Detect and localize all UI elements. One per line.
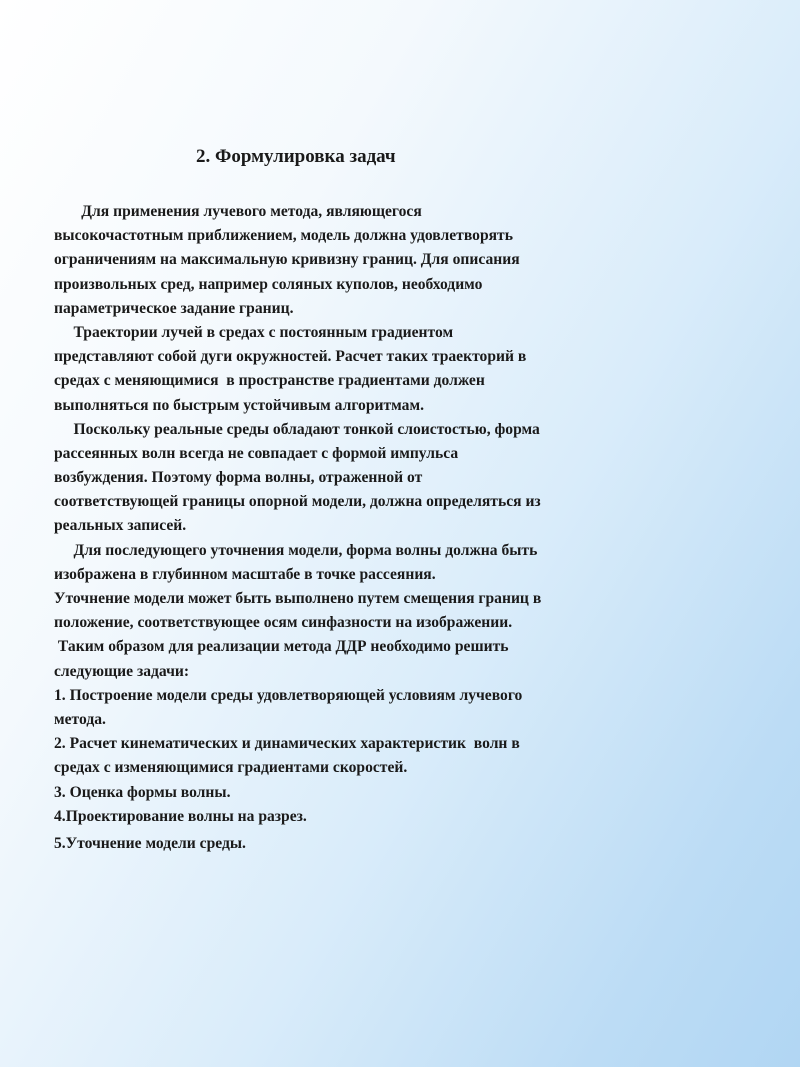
text-line: Уточнение модели может быть выполнено путем смещения границ в xyxy=(54,590,542,607)
text-line: Поскольку реальные среды обладают тонкой слоистостью, форма xyxy=(54,420,540,438)
text-line: изображена в глубинном масштабе в точке рассеяния. xyxy=(54,565,436,583)
text-line: средах с меняющимися в пространстве градиентами должен xyxy=(54,372,485,390)
text-line: произвольных сред, например соляных куполов, необходимо xyxy=(54,275,483,293)
text-line: Таким образом для реализации метода ДДР необходимо решить xyxy=(54,638,509,656)
text-line: Траектории лучей в средах с постоянным градиентом xyxy=(54,323,454,341)
list-item: 1. Построение модели среды удовлетворяющей условиям лучевого xyxy=(54,686,523,704)
list-item: 2. Расчет кинематических и динамических характеристик волн в xyxy=(54,735,520,753)
text-line: соответствующей границы опорной модели, должна определяться из xyxy=(54,493,541,511)
text-line: положение, соответствующее осям синфазности на изображении. xyxy=(54,614,513,632)
text-line: Для последующего уточнения модели, форма волны должна быть xyxy=(54,541,538,559)
text-line: высокочастотным приближением, модель должна удовлетворять xyxy=(54,227,513,245)
list-item: 5.Уточнение модели среды. xyxy=(54,834,246,852)
text-line: возбуждения. Поэтому форма волны, отраженной от xyxy=(54,469,423,487)
text-line: ограничениям на максимальную кривизну границ. Для описания xyxy=(54,251,520,269)
list-item: 3. Оценка формы волны. xyxy=(54,783,231,801)
list-item-continuation: средах с изменяющимися градиентами скоростей. xyxy=(54,759,408,777)
text-line: Для применения лучевого метода, являющегося xyxy=(54,203,422,220)
text-line: реальных записей. xyxy=(54,517,187,535)
text-line: следующие задачи: xyxy=(54,662,190,680)
list-item-continuation: метода. xyxy=(54,710,106,728)
body-text xyxy=(54,200,744,856)
text-line: выполняться по быстрым устойчивым алгоритмам. xyxy=(54,396,424,414)
list-item: 4.Проектирование волны на разрез. xyxy=(54,807,307,825)
page-title: 2. Формулировка задач xyxy=(196,146,396,167)
text-line: рассеянных волн всегда не совпадает с формой импульса xyxy=(54,444,459,462)
text-line: представляют собой дуги окружностей. Расчет таких траекторий в xyxy=(54,348,527,366)
text-line: параметрическое задание границ. xyxy=(54,299,294,317)
